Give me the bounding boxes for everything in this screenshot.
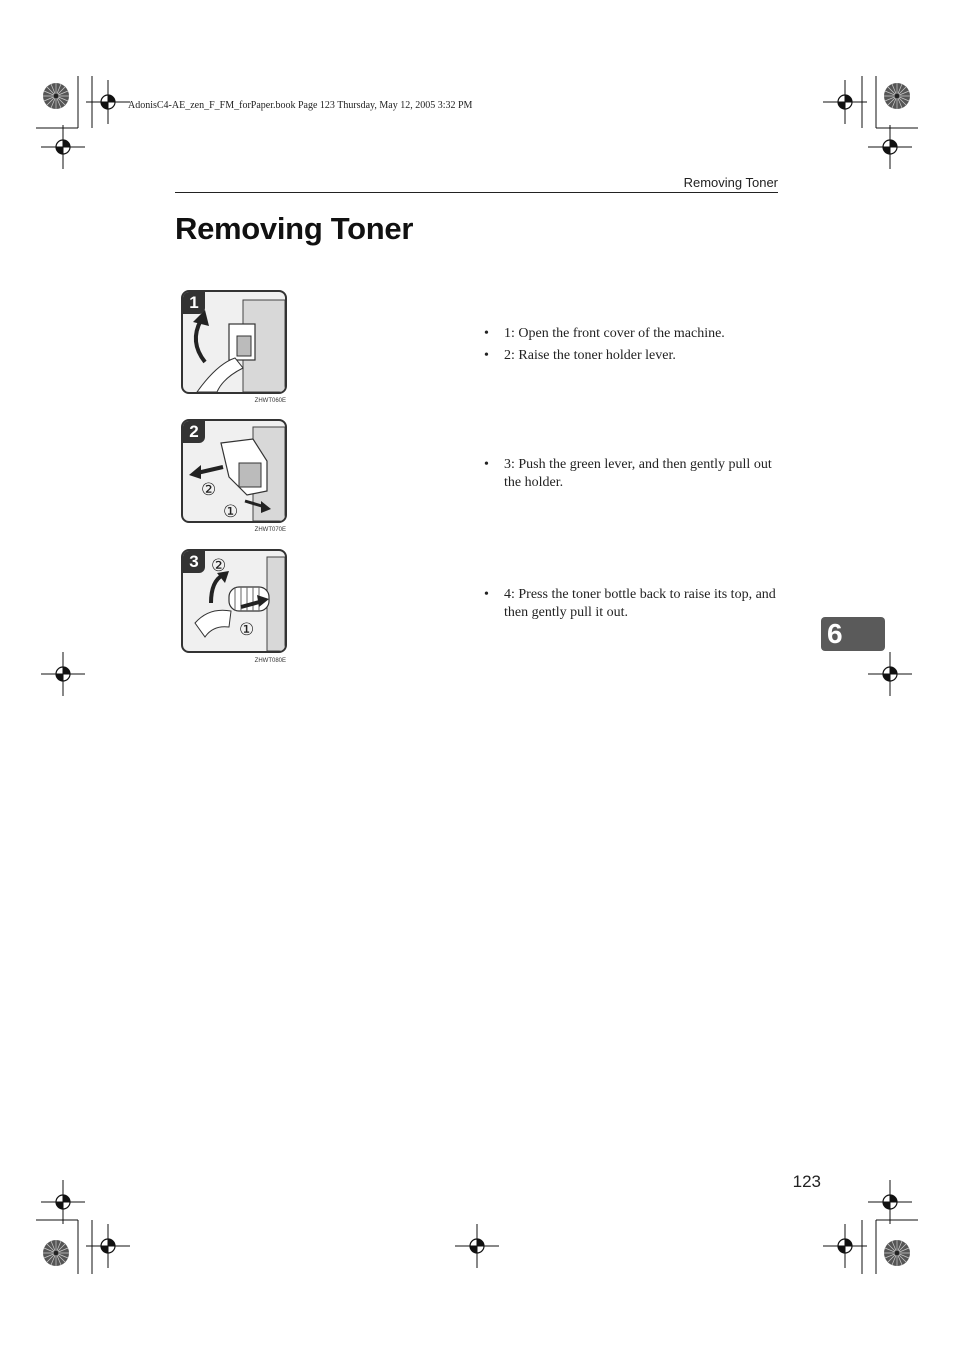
step-2-illustration bbox=[181, 419, 287, 523]
step-1-illustration bbox=[181, 290, 287, 394]
list-item: • 1: Open the front cover of the machine. bbox=[484, 325, 784, 343]
crosshair-circle-icon bbox=[868, 652, 912, 696]
radial-starburst-icon bbox=[43, 1240, 69, 1266]
running-head: Removing Toner bbox=[683, 175, 778, 190]
crosshair-circle-icon bbox=[86, 80, 130, 124]
list-item: • 2: Raise the toner holder lever. bbox=[484, 347, 784, 365]
figure-code: ZHWT070E bbox=[254, 527, 286, 533]
step-number-badge: 1 bbox=[183, 292, 205, 314]
radial-starburst-icon bbox=[884, 1240, 910, 1266]
crosshair-circle-icon bbox=[41, 652, 85, 696]
file-slug-line: AdonisC4-AE_zen_F_FM_forPaper.book Page 123 Thursday, May 12, 2005 3:32 PM bbox=[128, 100, 473, 111]
radial-starburst-icon bbox=[43, 83, 69, 109]
callout-1: ① bbox=[223, 502, 239, 521]
figure-code: ZHWT060E bbox=[254, 398, 286, 404]
crosshair-circle-icon bbox=[823, 1224, 867, 1268]
crosshair-circle-icon bbox=[86, 1224, 130, 1268]
chapter-tab: 6 bbox=[821, 617, 885, 651]
callout-1: ① bbox=[239, 620, 255, 640]
step-2-instructions bbox=[484, 456, 784, 496]
step-3-illustration bbox=[181, 549, 287, 653]
crosshair-circle-icon bbox=[455, 1224, 499, 1268]
page-title: Removing Toner bbox=[175, 211, 414, 246]
crosshair-circle-icon bbox=[868, 1180, 912, 1224]
crosshair-circle-icon bbox=[823, 80, 867, 124]
step-number-badge: 2 bbox=[183, 421, 205, 443]
page-number: 123 bbox=[792, 1172, 821, 1191]
callout-2: ② bbox=[211, 556, 227, 576]
figure-code: ZHWT080E bbox=[254, 658, 286, 664]
radial-starburst-icon bbox=[884, 83, 910, 109]
callout-2: ② bbox=[201, 480, 217, 500]
crosshair-circle-icon bbox=[41, 125, 85, 169]
step-number-badge: 3 bbox=[183, 551, 205, 573]
header-rule bbox=[175, 192, 778, 193]
crosshair-circle-icon bbox=[868, 125, 912, 169]
list-item: • 4: Press the toner bottle back to raise its top, and then gently pull it out. bbox=[484, 586, 784, 622]
list-item: • 3: Push the green lever, and then gently pull out the holder. bbox=[484, 456, 784, 492]
step-1-instructions bbox=[484, 325, 784, 369]
step-3-instructions bbox=[484, 586, 784, 626]
crosshair-circle-icon bbox=[41, 1180, 85, 1224]
